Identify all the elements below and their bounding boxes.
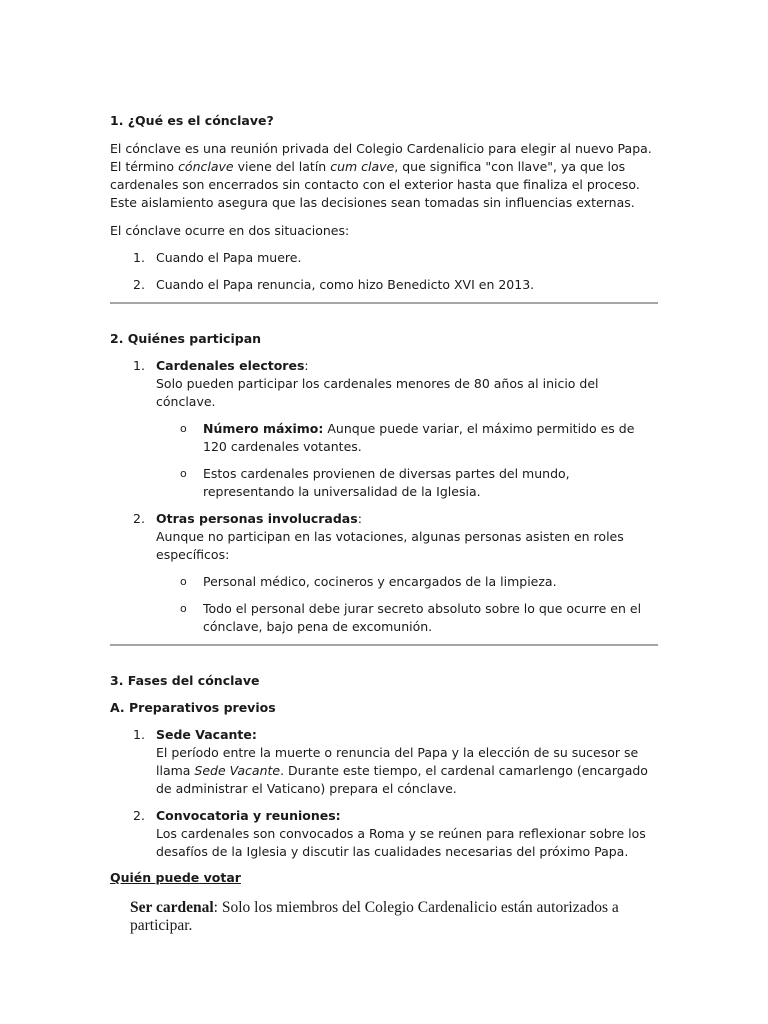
section-2-title: 2. Quiénes participan	[110, 331, 262, 346]
document-page	[110, 112, 658, 935]
paragraph: El término cónclave viene del latín cum clave, que significa "con llave", ya que los cardenales son encerrados sin contacto con el exterior hasta que finaliza el proceso. Este aislamiento asegura que las decisiones sean tomadas sin influencias externas.	[110, 159, 640, 210]
who-can-vote-heading[interactable]: Quién puede votar	[110, 870, 241, 885]
list-item: 1. Cardenales electores: Solo pueden participar los cardenales menores de 80 años al inicio del cónclave. o Número máximo: Aunque puede variar, el máximo permitido es de 120 cardenales votantes. o Estos cardenales provienen de diversas partes del mundo, representando la universalidad de la Iglesia.	[110, 357, 658, 501]
list-item: o Todo el personal debe jurar secreto absoluto sobre lo que ocurre en el cónclave, bajo pena de excomunión.	[180, 601, 642, 634]
divider	[110, 644, 658, 646]
bullet-icon: o	[180, 575, 187, 588]
paragraph: El cónclave es una reunión privada del Colegio Cardenalicio para elegir al nuevo Papa.	[110, 141, 652, 156]
divider	[110, 302, 658, 304]
section-1-title: 1. ¿Qué es el cónclave?	[110, 113, 274, 128]
list-item: o Personal médico, cocineros y encargados de la limpieza.	[180, 574, 557, 589]
participants-list	[110, 357, 658, 636]
closing-paragraph: Ser cardenal: Solo los miembros del Colegio Cardenalicio están autorizados a participar.	[130, 899, 619, 934]
bullet-icon: o	[180, 422, 187, 435]
sublist	[156, 573, 658, 636]
paragraph: El cónclave ocurre en dos situaciones:	[110, 223, 350, 238]
list-item: 1. Sede Vacante: El período entre la muerte o renuncia del Papa y la elección de su sucesor se llama Sede Vacante. Durante este tiempo, el cardenal camarlengo (encargado de administrar el Vaticano) prepara el cónclave.	[133, 727, 648, 796]
list-item: o Número máximo: Aunque puede variar, el máximo permitido es de 120 cardenales votantes.	[180, 421, 635, 454]
list-item: 2. Cuando el Papa renuncia, como hizo Benedicto XVI en 2013.	[133, 277, 535, 292]
list-item: 2. Convocatoria y reuniones: Los cardenales son convocados a Roma y se reúnen para reflexionar sobre los desafíos de la Iglesia y discutir las cualidades necesarias del próximo Papa.	[133, 808, 646, 859]
section-3-title: 3. Fases del cónclave	[110, 673, 260, 688]
subsection-title: A. Preparativos previos	[110, 700, 276, 715]
situations-list	[110, 249, 658, 294]
list-item: 1. Cuando el Papa muere.	[133, 250, 302, 265]
sublist	[156, 420, 658, 501]
list-item: o Estos cardenales provienen de diversas partes del mundo, representando la universalidad de la Iglesia.	[180, 466, 570, 499]
bullet-icon: o	[180, 467, 187, 480]
list-item: 2. Otras personas involucradas: Aunque no participan en las votaciones, algunas personas asisten en roles específicos: o Personal médico, cocineros y encargados de la limpieza. o Todo el personal debe jurar secreto absoluto sobre lo que ocurre en el cónclave, bajo pena de excomunión.	[110, 510, 658, 636]
phases-list	[110, 726, 658, 861]
bullet-icon: o	[180, 602, 187, 615]
